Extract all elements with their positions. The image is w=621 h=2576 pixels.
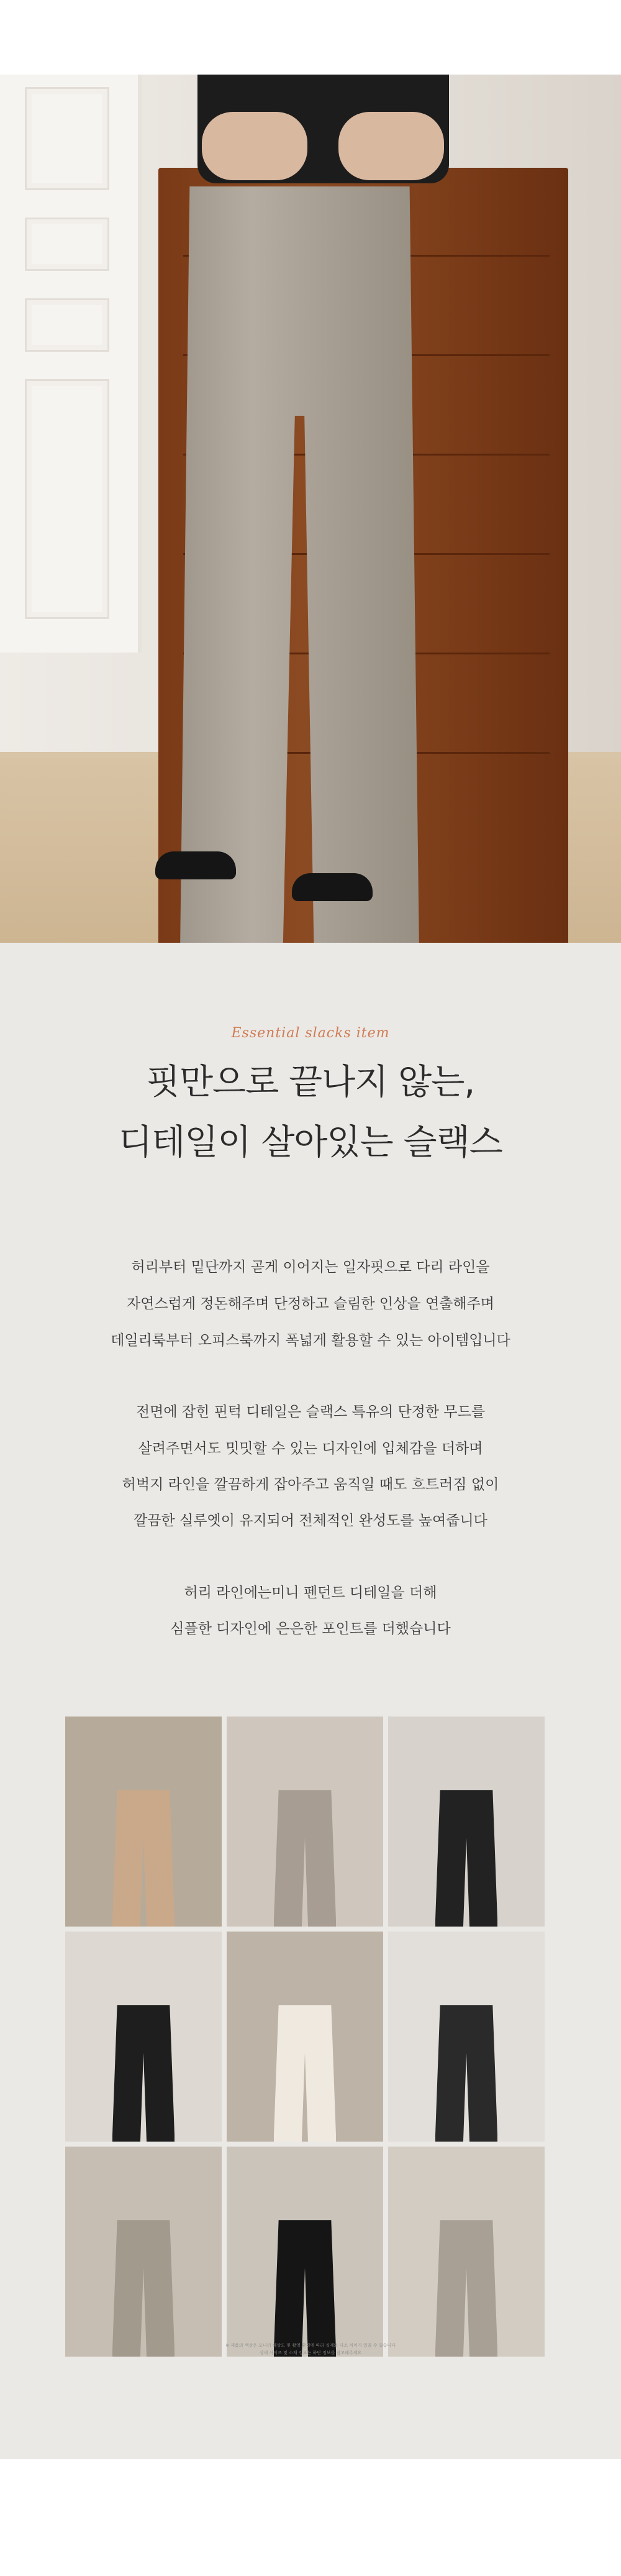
headline-line-2: 디테일이 살아있는 슬랙스: [119, 1122, 502, 1163]
paragraph-2-line-2: 살려주면서도 밋밋할 수 있는 디자인에 입체감을 더하며: [138, 1441, 483, 1457]
gallery-photo-striped-top-beige-wide: [388, 2147, 545, 2357]
paragraph-1-line-3: 데일리룩부터 오피스룩까지 폭넓게 활용할 수 있는 아이템입니다: [111, 1332, 510, 1349]
door-panel: [25, 218, 109, 271]
gallery-photo-white-shirt-full-black: [65, 1932, 222, 2142]
gallery-photo-flat-lay-beige-black: [388, 1932, 545, 2142]
caption-line-1: ※ 제품의 색상은 모니터 해상도 및 촬영 환경에 따라 실제와 다소 차이가 있을 수 있습니다: [225, 2343, 396, 2348]
door-panel: [25, 298, 109, 352]
gallery-photo-striped-sweater-seated: [227, 1932, 383, 2142]
garment-shape: [274, 2220, 337, 2357]
gallery-photo-striped-sweater-beige-pants: [227, 1717, 383, 1927]
paragraph-2-line-1: 전면에 잡힌 핀턱 디테일은 슬랙스 특유의 단정한 무드를: [135, 1404, 486, 1420]
garment-shape: [112, 2005, 175, 2142]
gallery-photo-detail-beige-pocket: [65, 1717, 222, 1927]
headline-line-1: 핏만으로 끝나지 않는,: [146, 1062, 475, 1102]
paragraph-1-line-2: 자연스럽게 정돈해주며 단정하고 슬림한 인상을 연출해주며: [126, 1296, 494, 1312]
bottom-spacer: [0, 2459, 621, 2576]
description-section: [0, 943, 621, 2459]
paragraph-3-line-2: 심플한 디자인에 은은한 포인트를 더했습니다: [170, 1621, 451, 1637]
garment-shape: [435, 1790, 498, 1927]
paragraph-2-line-4: 깔끔한 실루엣이 유지되어 전체적인 완성도를 높여줍니다: [134, 1513, 487, 1529]
arm-right: [338, 112, 444, 180]
garment-shape: [435, 2005, 498, 2142]
garment-shape: [435, 2220, 498, 2357]
paragraph-1-line-1: 허리부터 밑단까지 곧게 이어지는 일자핏으로 다리 라인을: [131, 1259, 490, 1275]
garment-shape: [112, 2220, 175, 2357]
door-panel: [25, 87, 109, 190]
gallery-photo-black-pants-cardigan: [227, 2147, 383, 2357]
script-subtitle: Essential slacks item: [231, 1025, 390, 1041]
photo-gallery: [65, 1717, 548, 2357]
hero-photo: [0, 75, 621, 943]
top-spacer: [0, 0, 621, 75]
paragraph-2-line-3: 허벅지 라인을 깔끔하게 잡아주고 움직일 때도 흐트러짐 없이: [122, 1477, 499, 1493]
black-shoe-left: [155, 851, 236, 879]
door-panel: [25, 379, 109, 619]
paragraph-3-line-1: 허리 라인에는미니 펜던트 디테일을 더해: [184, 1585, 437, 1601]
garment-shape: [274, 2005, 337, 2142]
hero-door: [0, 75, 142, 653]
gallery-photo-beige-pants-side: [65, 2147, 222, 2357]
black-shoe-right: [292, 873, 373, 901]
caption-line-2: 상세 사이즈 및 소재 정보는 하단 정보를 참고해주세요: [259, 2350, 362, 2355]
garment-shape: [112, 1790, 175, 1927]
gallery-photo-white-shirt-black-pants: [388, 1717, 545, 1927]
arm-left: [202, 112, 307, 180]
garment-shape: [274, 1790, 337, 1927]
